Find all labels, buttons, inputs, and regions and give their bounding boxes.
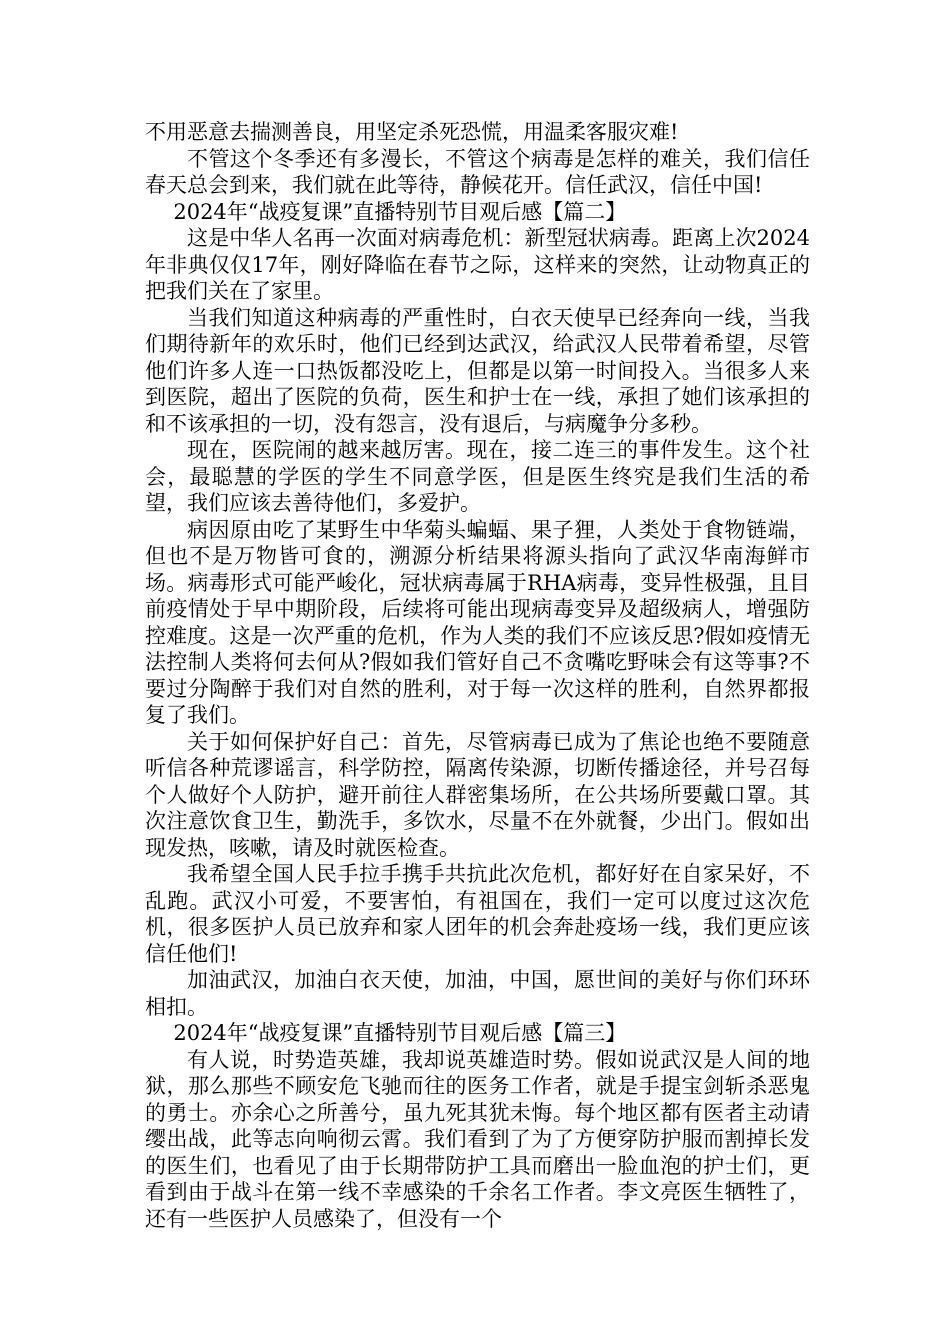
paragraph: 不管这个冬季还有多漫长，不管这个病毒是怎样的难关，我们信任春天总会到来，我们就在此等待，静候花开。信任武汉，信任中国! xyxy=(145,146,810,197)
paragraph: 关于如何保护好自己：首先，尽管病毒已成为了焦论也绝不要随意听信各种荒谬谣言，科学防控，隔离传染源，切断传播途径，并号召每个人做好个人防护，避开前往人群密集场所，在公共场所要戴口罩。其次注意饮食卫生，勤洗手，多饮水，尽量不在外就餐，少出门。假如出现发热，咳嗽，请及时就医检查。 xyxy=(145,729,810,860)
paragraph-continuation: 不用恶意去揣测善良，用坚定杀死恐慌，用温柔客服灾难! xyxy=(145,120,679,144)
paragraph: 病因原由吃了某野生中华菊头蝙蝠、果子狸，人类处于食物链端，但也不是万物皆可食的，溯源分析结果将源头指向了武汉华南海鲜市场。病毒形式可能严峻化，冠状病毒属于RHA病毒，变异性极强，且目前疫情处于早中期阶段，后续将可能出现病毒变异及超级病人，增强防控难度。这是一次严重的危机，作为人类的我们不应该反思?假如疫情无法控制人类将何去何从?假如我们管好自己不贪嘴吃野味会有这等事?不要过分陶醉于我们对自然的胜利，对于每一次这样的胜利，自然界都报复了我们。 xyxy=(145,517,810,727)
document-page xyxy=(145,119,810,1232)
paragraph: 当我们知道这种病毒的严重性时，白衣天使早已经奔向一线，当我们期待新年的欢乐时，他们已经到达武汉，给武汉人民带着希望，尽管他们许多人连一口热饭都没吃上，但都是以第一时间投入。当很多人来到医院，超出了医院的负荷，医生和护士在一线，承担了她们该承担的和不该承担的一切，没有怨言，没有退后，与病魔争分多秒。 xyxy=(145,305,810,436)
section-heading-part-two: 2024年“战疫复课”直播特别节目观后感【篇二】 xyxy=(173,199,627,224)
section-heading-part-three: 2024年“战疫复课”直播特别节目观后感【篇三】 xyxy=(173,1021,627,1045)
paragraph: 加油武汉，加油白衣天使，加油，中国，愿世间的美好与你们环环相扣。 xyxy=(145,968,810,1019)
paragraph: 这是中华人名再一次面对病毒危机：新型冠状病毒。距离上次2024年非典仅仅17年，刚好降临在春节之际，这样来的突然，让动物真正的把我们关在了家里。 xyxy=(145,226,810,303)
paragraph: 现在，医院闹的越来越厉害。现在，接二连三的事件发生。这个社会，最聪慧的学医的学生不同意学医，但是医生终究是我们生活的希望，我们应该去善待他们，多爱护。 xyxy=(145,438,810,515)
paragraph: 有人说，时势造英雄，我却说英雄造时势。假如说武汉是人间的地狱，那么那些不顾安危飞驰而往的医务工作者，就是手提宝剑斩杀恶鬼的勇士。亦余心之所善兮，虽九死其犹未悔。每个地区都有医者主动请缨出战，此等志向响彻云霄。我们看到了为了方便穿防护服而割掉长发的医生们，也看见了由于长期带防护工具而磨出一脸血泡的护士们，更看到由于战斗在第一线不幸感染的千余名工作者。李文亮医生牺牲了，还有一些医护人员感染了，但没有一个 xyxy=(145,1047,810,1231)
paragraph: 我希望全国人民手拉手携手共抗此次危机，都好好在自家呆好，不乱跑。武汉小可爱，不要害怕，有祖国在，我们一定可以度过这次危机，很多医护人员已放弃和家人团年的机会奔赴疫场一线，我们更应该信任他们! xyxy=(145,862,810,966)
